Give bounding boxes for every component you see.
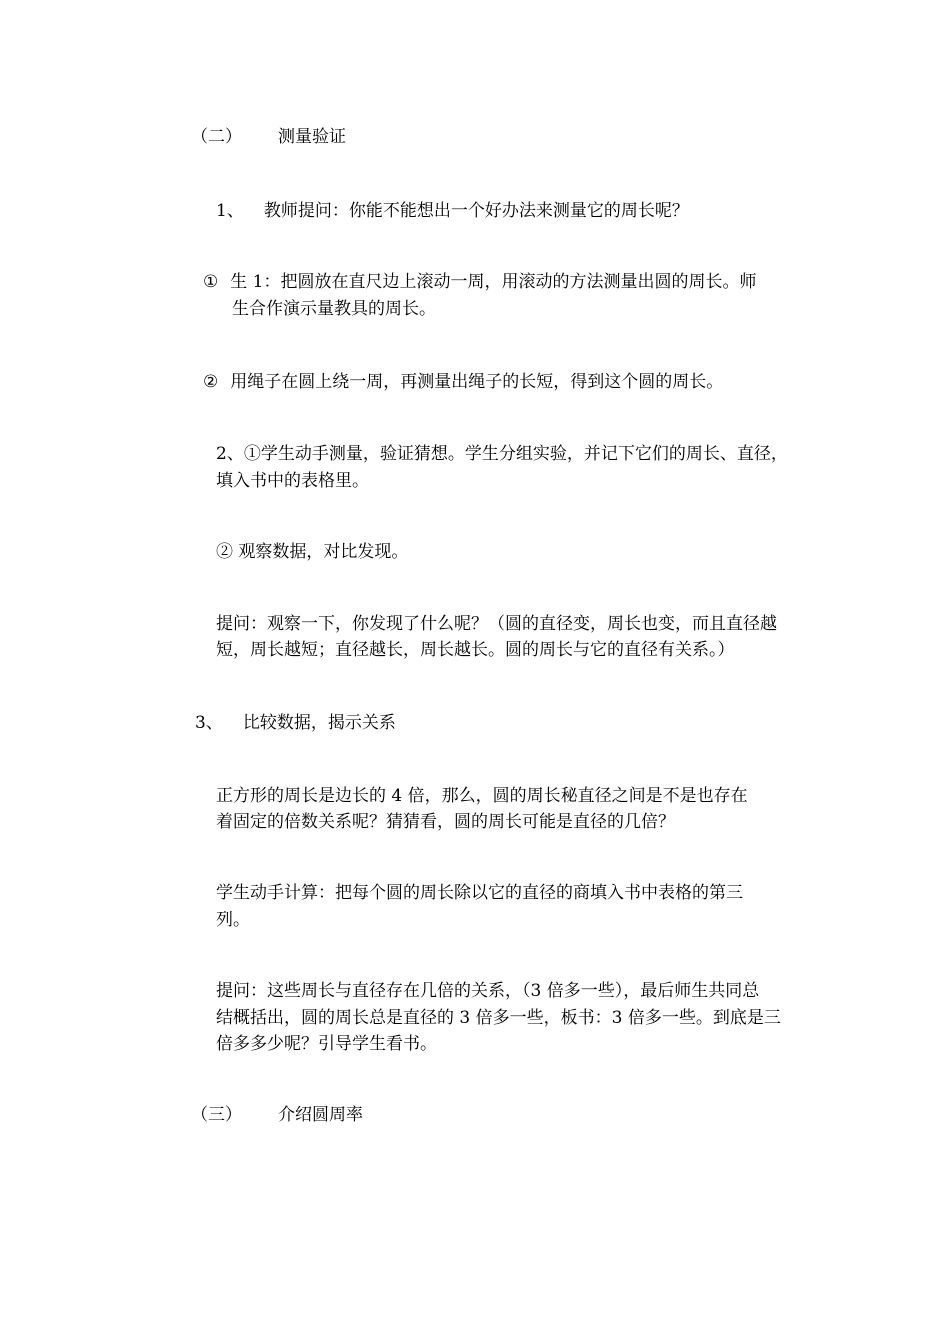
- answer-1-line-2: [232, 296, 436, 322]
- calc-paragraph-line-1: [216, 880, 743, 906]
- answer-1-line-1: [203, 269, 756, 295]
- paragraph-text: 列。: [216, 910, 250, 930]
- paragraph-text: 结概括出，圆的周长总是直径的 3 倍多一些，板书：3 倍多一些。到底是三: [216, 1008, 781, 1028]
- paragraph-text: 倍多多少呢？引导学生看书。: [216, 1034, 437, 1054]
- paragraph-text: 提问：这些周长与直径存在几倍的关系，（3 倍多一些），最后师生共同总: [216, 981, 760, 1001]
- question-1: [216, 198, 689, 224]
- question-3-line-3: [216, 1031, 437, 1057]
- paragraph-text: 正方形的周长是边长的 4 倍，那么，圆的周长秘直径之间是不是也存在: [216, 786, 748, 806]
- circled-marker: ②: [203, 372, 219, 392]
- question-2-line-1: [216, 611, 777, 637]
- section-title: 介绍圆周率: [278, 1105, 363, 1125]
- answer-text: 用绳子在圆上绕一周，再测量出绳子的长短，得到这个圆的周长。: [230, 372, 724, 392]
- item-marker: 3、: [195, 713, 223, 733]
- paragraph-text: 填入书中的表格里。: [216, 471, 369, 491]
- section-heading-3: [191, 1102, 363, 1128]
- section-marker: （三）: [191, 1105, 242, 1125]
- item-marker: 1、: [216, 201, 244, 221]
- answer-text: 生合作演示量教具的周长。: [232, 299, 436, 319]
- paragraph-text: 提问：观察一下，你发现了什么呢？（圆的直径变，周长也变，而且直径越: [216, 614, 777, 634]
- paragraph-text: 2、①学生动手测量，验证猜想。学生分组实验，并记下它们的周长、直径，: [216, 444, 788, 464]
- item-text: 比较数据，揭示关系: [242, 713, 396, 733]
- circled-marker: ①: [203, 272, 219, 292]
- paragraph-text: ② 观察数据，对比发现。: [216, 542, 409, 562]
- step-2b: [216, 539, 408, 565]
- step-2-line-2: [216, 468, 369, 494]
- question-3-line-2: [216, 1005, 781, 1031]
- item-text: 教师提问：你能不能想出一个好办法来测量它的周长呢？: [263, 201, 689, 221]
- square-paragraph-line-2: [216, 809, 675, 835]
- answer-text: 生 1：把圆放在直尺边上滚动一周，用滚动的方法测量出圆的周长。师: [230, 272, 757, 292]
- step-2-line-1: [216, 441, 788, 467]
- section-heading-2: [191, 124, 346, 150]
- question-2-line-2: [216, 637, 735, 663]
- answer-2: [203, 369, 723, 395]
- square-paragraph-line-1: [216, 783, 748, 809]
- section-title: 测量验证: [278, 127, 346, 147]
- paragraph-text: 着固定的倍数关系呢？猜猜看，圆的周长可能是直径的几倍？: [216, 812, 675, 832]
- step-3: [195, 710, 396, 736]
- question-3-line-1: [216, 978, 759, 1004]
- paragraph-text: 短，周长越短；直径越长，周长越长。圆的周长与它的直径有关系。）: [216, 640, 735, 660]
- calc-paragraph-line-2: [216, 907, 250, 933]
- section-marker: （二）: [191, 127, 242, 147]
- paragraph-text: 学生动手计算：把每个圆的周长除以它的直径的商填入书中表格的第三: [216, 883, 743, 903]
